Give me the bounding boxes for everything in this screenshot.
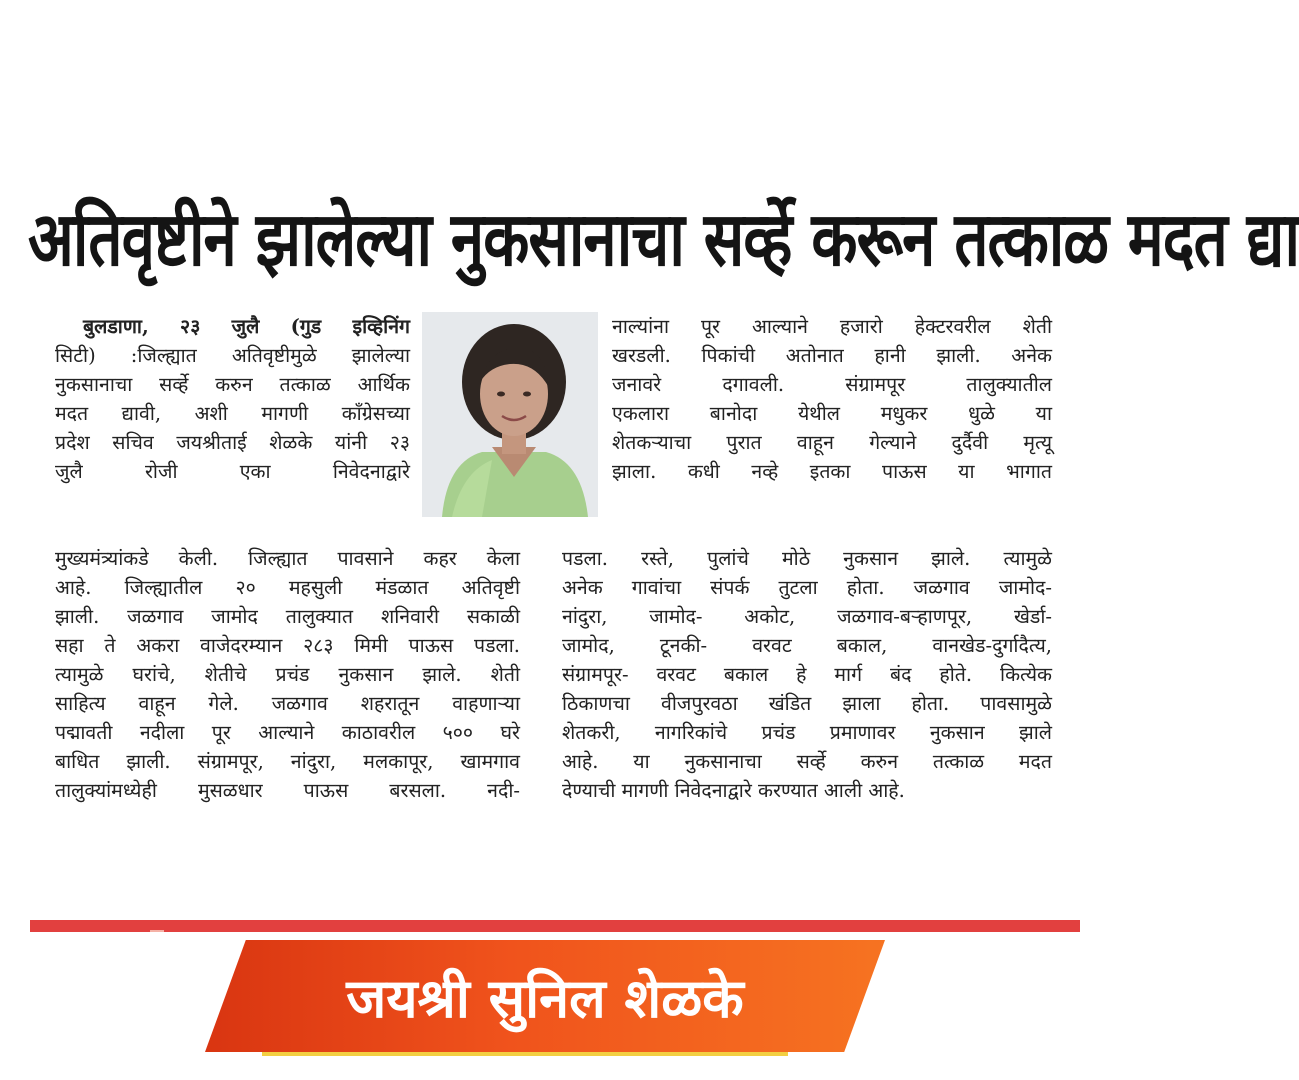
article-line: ठिकाणचा वीजपुरवठा खंडित झाला होता. पावसामुळे xyxy=(562,692,1052,715)
article-column-left-bottom xyxy=(55,544,520,805)
article-line: आहे. जिल्ह्यातील २० महसुली मंडळात अतिवृष्टी xyxy=(55,576,520,599)
article-line: जनावरे दगावली. संग्रामपूर तालुक्यातील xyxy=(612,373,1052,396)
article-line: बाधित झाली. संग्रामपूर, नांदुरा, मलकापूर, खामगाव xyxy=(55,750,520,773)
article-line: आहे. या नुकसानाचा सर्व्हे करुन तत्काळ मदत xyxy=(562,750,1052,773)
article-line: अनेक गावांचा संपर्क तुटला होता. जळगाव जामोद- xyxy=(562,576,1052,599)
article-line: नाल्यांना पूर आल्याने हजारो हेक्टरवरील शेती xyxy=(612,315,1052,338)
article-line: जुलै रोजी एका निवेदनाद्वारे xyxy=(55,460,410,483)
article-line: शेतकऱ्याचा पुरात वाहून गेल्याने दुर्दैवी मृत्यू xyxy=(612,431,1052,454)
article-line: पद्मावती नदीला पूर आल्याने काठावरील ५०० घरे xyxy=(55,721,520,744)
article-line: मदत द्यावी, अशी मागणी काँग्रेसच्या xyxy=(55,402,410,425)
article-line: सिटी) :जिल्ह्यात अतिवृष्टीमुळे झालेल्या xyxy=(55,344,410,367)
article-line: झाली. जळगाव जामोद तालुक्यात शनिवारी सकाळी xyxy=(55,605,520,628)
article-column-right-top xyxy=(612,312,1052,486)
article-line: संग्रामपूर- वरवट बकाल हे मार्ग बंद होते. कित्येक xyxy=(562,663,1052,686)
portrait-illustration xyxy=(422,312,598,517)
article-column-left-top xyxy=(55,312,410,486)
author-photo xyxy=(422,312,598,517)
name-banner-text: जयश्री सुनिल शेळके xyxy=(346,967,744,1030)
article-line: शेतकरी, नागरिकांचे प्रचंड प्रमाणावर नुकसान झाले xyxy=(562,721,1052,744)
article-headline: अतिवृष्टीने झालेल्या नुकसानाचा सर्व्हे करून तत्काळ मदत द्या xyxy=(28,196,1299,284)
article-line: एकलारा बानोदा येथील मधुकर धुळे या xyxy=(612,402,1052,425)
article-line: नांदुरा, जामोद- अकोट, जळगाव-बऱ्हाणपूर, खेर्डा- xyxy=(562,605,1052,628)
article-line: खरडली. पिकांची अतोनात हानी झाली. अनेक xyxy=(612,344,1052,367)
article-dateline: बुलडाणा, २३ जुलै (गुड इव्हिनिंग xyxy=(83,315,410,338)
article-line: झाला. कधी नव्हे इतका पाऊस या भागात xyxy=(612,460,1052,483)
red-divider-bar xyxy=(30,920,1080,932)
article-line: साहित्य वाहून गेले. जळगाव शहरातून वाहणाऱ्या xyxy=(55,692,520,715)
article-line: पडला. रस्ते, पुलांचे मोठे नुकसान झाले. त्यामुळे xyxy=(562,547,1052,570)
article-column-right-bottom xyxy=(562,544,1052,805)
article-line: मुख्यमंत्र्यांकडे केली. जिल्ह्यात पावसाने कहर केला xyxy=(55,547,520,570)
divider-tick xyxy=(150,930,164,932)
article-line: त्यामुळे घरांचे, शेतीचे प्रचंड नुकसान झाले. शेती xyxy=(55,663,520,686)
article-line: देण्याची मागणी निवेदनाद्वारे करण्यात आली आहे. xyxy=(562,779,905,802)
article-line: जामोद, टूनकी- वरवट बकाल, वानखेड-दुर्गादैत्य, xyxy=(562,634,1052,657)
article-line: सहा ते अकरा वाजेदरम्यान २८३ मिमी पाऊस पडला. xyxy=(55,634,520,657)
article-line: तालुक्यांमध्येही मुसळधार पाऊस बरसला. नदी- xyxy=(55,779,520,802)
article-line: नुकसानाचा सर्व्हे करुन तत्काळ आर्थिक xyxy=(55,373,410,396)
article-line: प्रदेश सचिव जयश्रीताई शेळके यांनी २३ xyxy=(55,431,410,454)
